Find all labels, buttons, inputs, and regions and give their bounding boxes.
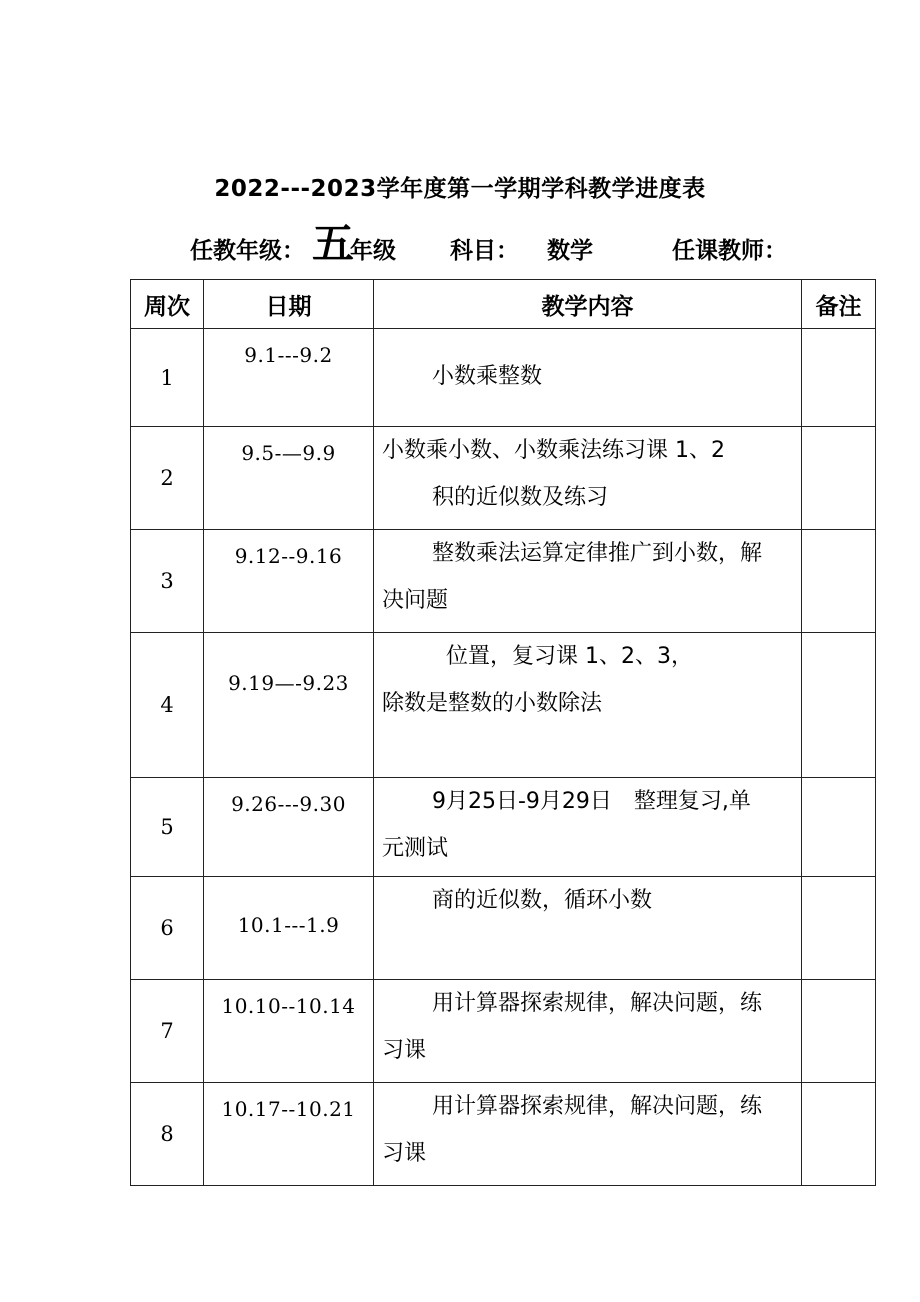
schedule-table bbox=[130, 279, 876, 1186]
content-line-1: 小数乘小数、小数乘法练习课 1、2 bbox=[382, 438, 725, 463]
table-row bbox=[131, 1083, 876, 1186]
content-cell bbox=[374, 877, 802, 980]
content-line-1: 用计算器探索规律，解决问题，练 bbox=[432, 1094, 763, 1119]
date-cell: 10.1---1.9 bbox=[204, 877, 374, 980]
week-cell: 7 bbox=[131, 980, 204, 1083]
week-cell: 1 bbox=[131, 329, 204, 427]
table-row bbox=[131, 877, 876, 980]
content-line-1: 小数乘整数 bbox=[432, 364, 543, 389]
table-row bbox=[131, 427, 876, 530]
note-cell bbox=[802, 877, 876, 980]
note-cell bbox=[802, 427, 876, 530]
content-line-1: 9月25日-9月29日 整理复习,单 bbox=[432, 789, 751, 814]
subject-value: 数学 bbox=[547, 238, 593, 264]
content-line-1: 位置，复习课 1、2、3， bbox=[446, 644, 693, 669]
header-note: 备注 bbox=[802, 280, 876, 329]
content-cell bbox=[374, 329, 802, 427]
note-cell bbox=[802, 329, 876, 427]
note-cell bbox=[802, 778, 876, 877]
week-cell: 3 bbox=[131, 530, 204, 633]
content-line-1: 用计算器探索规律，解决问题，练 bbox=[432, 991, 763, 1016]
week-cell: 2 bbox=[131, 427, 204, 530]
date-cell: 9.26---9.30 bbox=[204, 778, 374, 877]
content-cell bbox=[374, 1083, 802, 1186]
content-line-1: 商的近似数，循环小数 bbox=[432, 888, 653, 913]
week-cell: 6 bbox=[131, 877, 204, 980]
note-cell bbox=[802, 530, 876, 633]
header-content: 教学内容 bbox=[374, 280, 802, 329]
subject-label: 科目： bbox=[450, 238, 519, 264]
content-cell bbox=[374, 427, 802, 530]
date-cell: 9.1---9.2 bbox=[204, 329, 374, 427]
date-cell: 10.10--10.14 bbox=[204, 980, 374, 1083]
note-cell bbox=[802, 1083, 876, 1186]
content-line-2: 元测试 bbox=[382, 836, 449, 861]
date-cell: 9.5-—9.9 bbox=[204, 427, 374, 530]
table-row bbox=[131, 980, 876, 1083]
table-header-row bbox=[131, 280, 876, 329]
note-cell bbox=[802, 633, 876, 778]
date-cell: 10.17--10.21 bbox=[204, 1083, 374, 1186]
week-cell: 8 bbox=[131, 1083, 204, 1186]
content-line-2: 积的近似数及练习 bbox=[432, 485, 609, 510]
content-cell bbox=[374, 530, 802, 633]
content-cell bbox=[374, 980, 802, 1083]
table-row bbox=[131, 530, 876, 633]
teacher-label: 任课教师： bbox=[672, 238, 787, 264]
week-cell: 5 bbox=[131, 778, 204, 877]
grade-suffix: 年级 bbox=[350, 238, 396, 264]
table-row bbox=[131, 329, 876, 427]
header-week: 周次 bbox=[131, 280, 204, 329]
header-date: 日期 bbox=[204, 280, 374, 329]
content-line-1: 整数乘法运算定律推广到小数，解 bbox=[432, 541, 763, 566]
week-cell: 4 bbox=[131, 633, 204, 778]
table-row bbox=[131, 633, 876, 778]
content-cell bbox=[374, 778, 802, 877]
table-row bbox=[131, 778, 876, 877]
content-cell bbox=[374, 633, 802, 778]
grade-label: 任教年级： bbox=[190, 238, 305, 264]
content-line-2: 习课 bbox=[382, 1038, 427, 1063]
page-title: 2022---2023学年度第一学期学科教学进度表 bbox=[214, 176, 706, 202]
note-cell bbox=[802, 980, 876, 1083]
content-line-2: 决问题 bbox=[382, 588, 449, 613]
grade-value: 五 bbox=[312, 219, 355, 268]
date-cell: 9.19—-9.23 bbox=[204, 633, 374, 778]
date-cell: 9.12--9.16 bbox=[204, 530, 374, 633]
content-line-2: 除数是整数的小数除法 bbox=[382, 691, 603, 716]
content-line-2: 习课 bbox=[382, 1141, 427, 1166]
